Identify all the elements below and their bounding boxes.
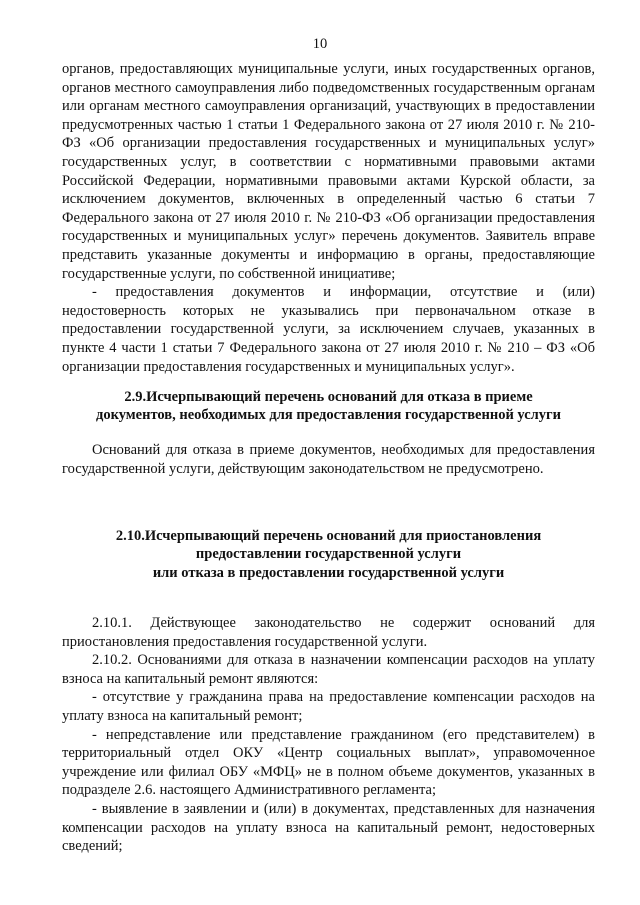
section-2-10-heading-line: предоставлении государственной услуги: [195, 546, 462, 563]
section-2-10-body: [62, 614, 595, 856]
section-2-10-heading-line: или отказа в предоставлении государственной услуги: [152, 564, 505, 581]
section-2-9-heading-line: 2.9.Исчерпывающий перечень оснований для отказа в приеме: [124, 389, 533, 405]
section-2-9-paragraph: Оснований для отказа в приеме документов, необходимых для предоставления государственной услуги, действующим законодательством не предусмотрено.: [62, 442, 595, 477]
intro-paragraph-list-item: - предоставления документов и информации, отсутствие и (или) недостоверность которых не указывались при первоначальном отказе в предоставлении государственной услуги, за исключением случаев, указанных в пункте 4 части 1 статьи 7 Федерального закона от 27 июля 2010 г. № 210 – ФЗ «Об организации предоставления государственных и муниципальных услуг».: [62, 284, 595, 375]
refusal-ground-item: - отсутствие у гражданина права на предоставление компенсации расходов на уплату взноса на капитальный ремонт;: [62, 689, 595, 724]
section-2-9-heading-line: документов, необходимых для предоставления государственной услуги: [96, 407, 561, 424]
section-2-9-body: [62, 441, 595, 478]
intro-block: [62, 60, 595, 376]
page-number: 10: [312, 36, 328, 52]
section-2-10-heading-line: 2.10.Исчерпывающий перечень оснований для приостановления: [115, 528, 542, 544]
section-2-9-heading: [62, 388, 595, 425]
section-2-10-heading: [62, 527, 595, 582]
intro-paragraph-continuation: органов, предоставляющих муниципальные услуги, иных государственных органов, органов местного самоуправления либо подведомственных государственным органам или органам местного самоуправления организаций, участвующих в предоставлении предусмотренных частью 1 статьи 1 Федерального закона от 27 июля 2010 г. № 210-ФЗ «Об организации предоставления государственных и муниципальных услуг» государственных услуг, в соответствии с нормативными правовыми актами Российской Федерации, нормативными правовыми актами Курской области, за исключением документов, включенных в определенный частью 6 статьи 7 Федерального закона от 27 июля 2010 г. № 210-ФЗ «Об организации предоставления государственных и муниципальных услуг» перечень документов. Заявитель вправе представить указанные документы и информацию в органы, предоставляющие государственные услуги, по собственной инициативе;: [62, 61, 595, 282]
paragraph-2-10-1: 2.10.1. Действующее законодательство не содержит оснований для приостановления предоставления государственной услуги.: [62, 615, 595, 650]
refusal-ground-item: - выявление в заявлении и (или) в документах, представленных для назначения компенсации расходов на уплату взноса на капитальный ремонт, недостоверных сведений;: [62, 800, 595, 855]
refusal-ground-item: - непредставление или представление гражданином (его представителем) в территориальный отдел ОКУ «Центр социальных выплат», управомоченное учреждение или филиал ОБУ «МФЦ» не в полном объеме документов, указанных в подразделе 2.6. настоящего Административного регламента;: [62, 726, 595, 799]
paragraph-2-10-2: 2.10.2. Основаниями для отказа в назначении компенсации расходов на уплату взноса на капитальный ремонт являются:: [62, 652, 595, 687]
